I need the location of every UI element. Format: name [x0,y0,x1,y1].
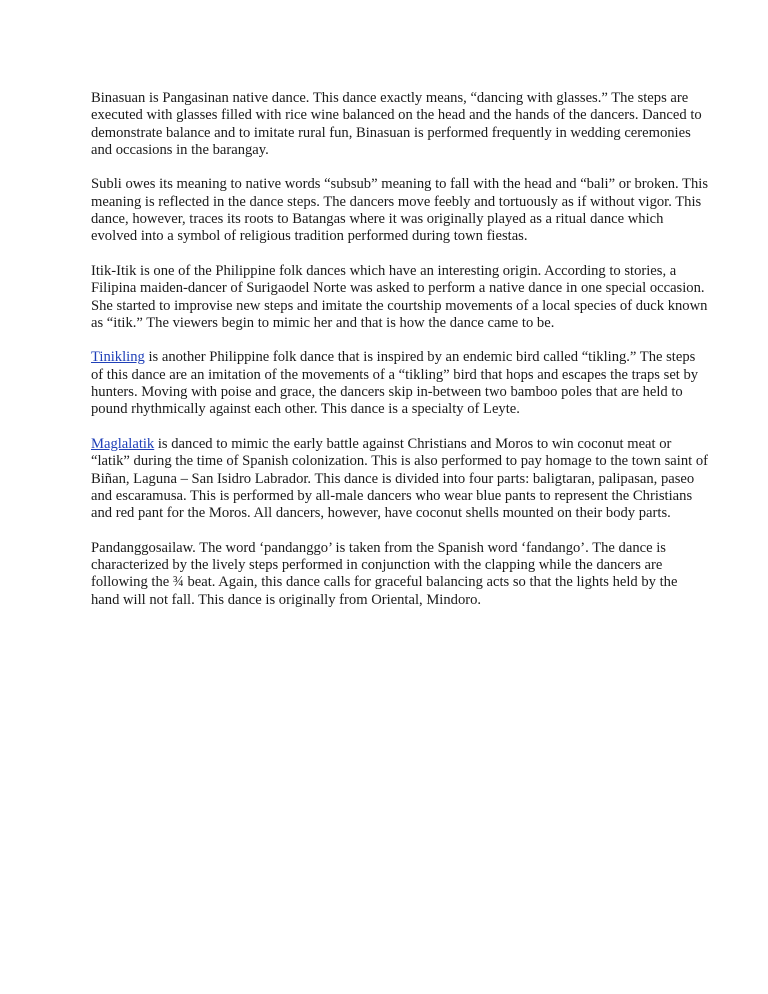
paragraph-itik-itik: Itik-Itik is one of the Philippine folk dances which have an interesting origin. According to stories, a Filipina maiden-dancer of Surigaodel Norte was asked to perform a native dance in one special occasion. She started to improvise new steps and imitate the courtship movements of a local species of duck known as “itik.” The viewers begin to mimic her and that is how the dance came to be. [91,262,708,331]
paragraph-tinikling [91,349,709,418]
paragraph-maglalatik-text: is danced to mimic the early battle against Christians and Moros to win coconut meat or “latik” during the time of Spanish colonization. This is also performed to pay homage to the town saint of Biñan, Laguna – San Isidro Labrador. This dance is divided into four parts: baligtaran, palipasan, paseo and escaramusa. This is performed by all-male dancers who wear blue pants to represent the Christians and red pant for the Moros. All dancers, however, have coconut shells mounted on their body parts. [91,435,708,522]
paragraph-tinikling-text: is another Philippine folk dance that is inspired by an endemic bird called “tikling.” The steps of this dance are an imitation of the movements of a “tikling” bird that hops and escapes the traps set by hunters. Moving with poise and grace, the dancers skip in-between two bamboo poles that are held to pound rhythmically against each other. This dance is a specialty of Leyte. [91,349,699,418]
tinikling-link[interactable]: Tinikling [91,349,145,366]
paragraph-maglalatik [91,436,709,522]
paragraph-binasuan: Binasuan is Pangasinan native dance. This dance exactly means, “dancing with glasses.” The steps are executed with glasses filled with rice wine balanced on the head and the hands of the dancers. Danced to demonstrate balance and to imitate rural fun, Binasuan is performed frequently in wedding ceremonies and occasions in the barangay. [91,90,702,158]
paragraph-pandanggo: Pandanggosailaw. The word ‘pandanggo’ is taken from the Spanish word ‘fandango’. The dance is characterized by the lively steps performed in conjunction with the clapping while the dancers are following the ¾ beat. Again, this dance calls for graceful balancing acts so that the lights held by the hand will not fall. This dance is originally from Oriental, Mindoro. [91,539,678,608]
document-body [91,90,709,626]
maglalatik-link[interactable]: Maglalatik [91,435,155,452]
paragraph-subli: Subli owes its meaning to native words “subsub” meaning to fall with the head and “bali” or broken. This meaning is reflected in the dance steps. The dancers move feebly and tortuously as if without vigor. This dance, however, traces its roots to Batangas where it was originally played as a ritual dance which evolved into a symbol of religious tradition performed during town fiestas. [91,176,708,245]
